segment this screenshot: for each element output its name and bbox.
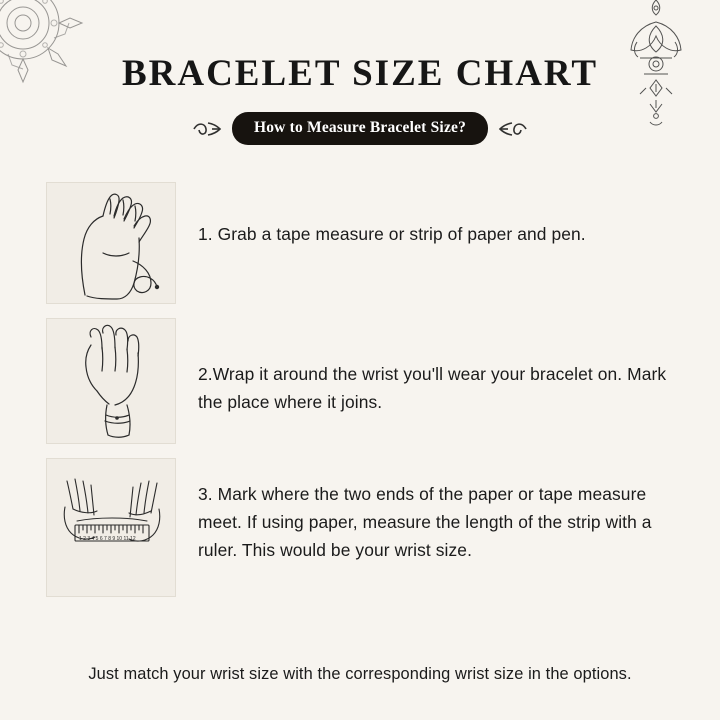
list-item: [0, 318, 720, 444]
list-item: [0, 182, 720, 304]
steps-list: [0, 182, 720, 611]
footer-note: Just match your wrist size with the corresponding wrist size in the options.: [88, 665, 632, 683]
hand-wrapping-tape-around-wrist-illustration: [46, 318, 176, 444]
hands-measuring-strip-with-ruler-illustration: [46, 458, 176, 597]
subtitle-row: [0, 112, 720, 145]
step-text: 3. Mark where the two ends of the paper or tape measure meet. If using paper, measure the length of the strip with a ruler. This would be your wrist size.: [198, 484, 652, 561]
step-text: 1. Grab a tape measure or strip of paper and pen.: [198, 224, 586, 244]
subtitle-pill: How to Measure Bracelet Size?: [232, 112, 488, 145]
svg-text:1 2 3 4 5 6 7 8 9 10 11 12: 1 2 3 4 5 6 7 8 9 10 11 12: [79, 536, 136, 542]
step-text: 2.Wrap it around the wrist you'll wear your bracelet on. Mark the place where it joins.: [198, 364, 667, 413]
hand-holding-tape-measure-illustration: [46, 182, 176, 304]
flourish-right-icon: [498, 118, 528, 140]
list-item: [0, 458, 720, 597]
flourish-left-icon: [192, 118, 222, 140]
page-title: BRACELET SIZE CHART: [121, 53, 599, 94]
